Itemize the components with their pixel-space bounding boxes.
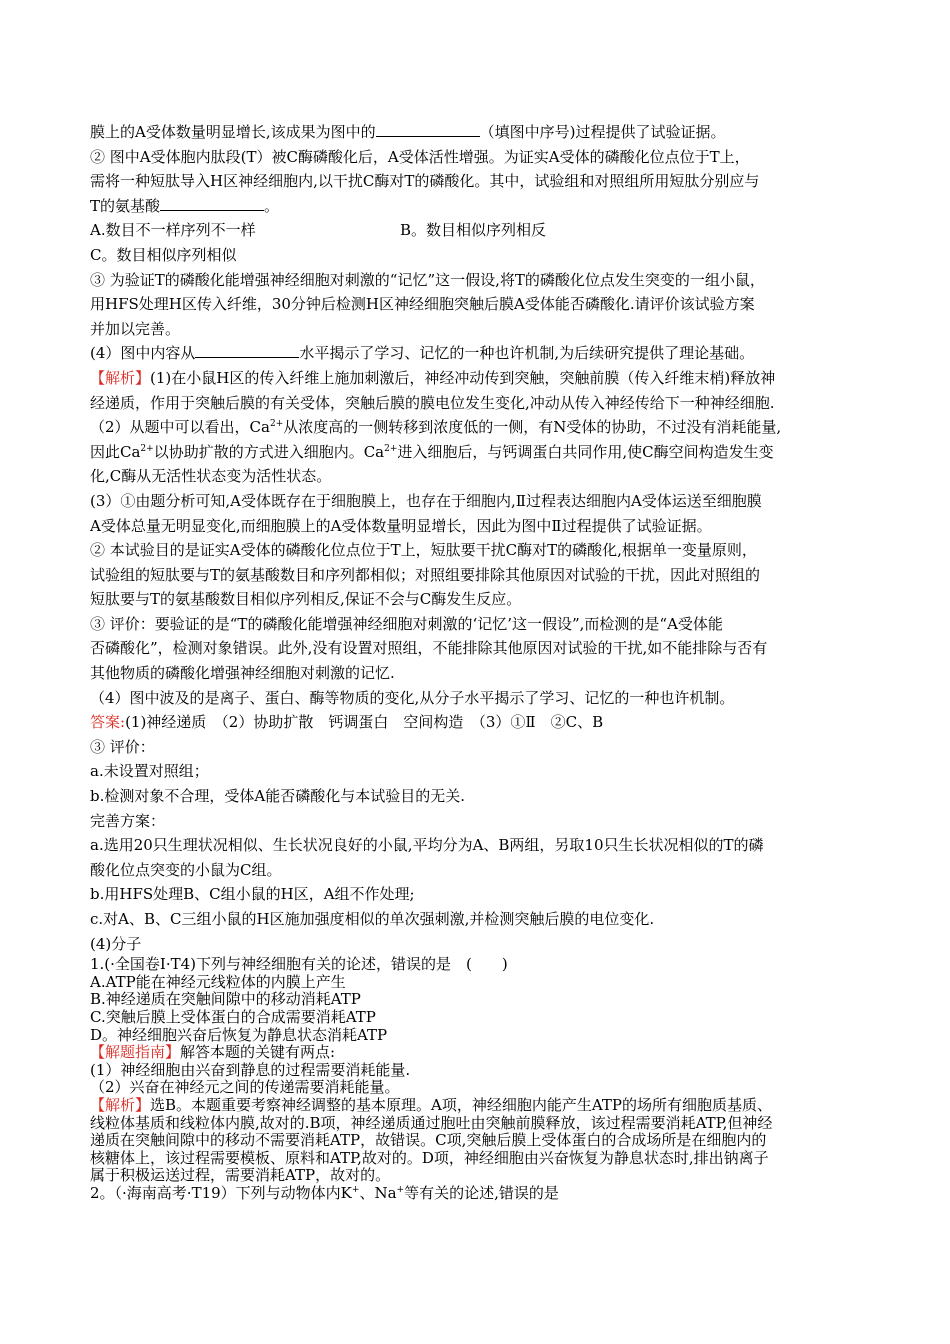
answer-line: 酸化位点突变的小鼠为C组。 xyxy=(90,860,282,879)
text-line: 需将一种短肽导入H区神经细胞内,以干扰C酶对T的磷酸化。其中，试验组和对照组所用短肽分别应与 xyxy=(90,172,760,191)
question-1 xyxy=(90,956,870,1202)
analysis-line: 化,C酶从无活性状态变为活性状态。 xyxy=(90,467,332,486)
analysis-line: 线粒体基质和线粒体内膜,故对的.B项，神经递质通过胞吐由突触前膜释放，该过程需要消耗ATP,但神经 xyxy=(90,1113,773,1132)
options-row xyxy=(90,218,870,243)
text: （填图中序号)过程提供了试验证据。 xyxy=(479,123,726,141)
text: 水平揭示了学习、记忆的一种也许机制,为后续研究提供了理论基础。 xyxy=(299,344,755,363)
text: T的氨基酸 xyxy=(90,196,161,215)
text: 2。（·海南高考·T19）下列与动物体内K xyxy=(90,1183,352,1202)
analysis-line xyxy=(90,366,870,391)
analysis-line: ③ 评价：要验证的是“T的磷酸化能增强神经细胞对刺激的‘记忆’这一假设”,而检测的是“A受体能 xyxy=(90,614,723,633)
analysis-tag: 【解析】 xyxy=(90,368,151,387)
analysis-line: 核糖体上，该过程需要模板、原料和ATP,故对的。D项，神经细胞由兴奋恢复为静息状态时,排出钠离子 xyxy=(90,1148,769,1167)
superscript: 2+ xyxy=(269,419,284,430)
superscript: + xyxy=(351,1184,360,1195)
text-line xyxy=(90,194,870,219)
text: 选B。本题重要考察神经调整的基本原理。A项，神经细胞内能产生ATP的场所有细胞质基质、 xyxy=(150,1095,772,1114)
analysis-line: ② 本试验目的是证实A受体的磷酸化位点位于T上，短肽要干扰C酶对T的磷酸化,根据单一变量原则， xyxy=(90,541,757,560)
analysis-line: 试验组的短肽要与T的氨基酸数目和序列都相似；对照组要排除其他原因对试验的干扰，因此对照组的 xyxy=(90,565,761,584)
answer-line: c.对A、B、C三组小鼠的H区施加强度相似的单次强刺激,并检测突触后膜的电位变化. xyxy=(90,910,655,928)
analysis-line: 短肽要与T的氨基酸数目相似序列相反,保证不会与C酶发生反应。 xyxy=(90,590,522,609)
answer-line: a.未设置对照组； xyxy=(90,762,209,781)
answer-line: ③ 评价： xyxy=(90,737,155,756)
text-line: ② 图中A受体胞内肽段(T）被C酶磷酸化后，A受体活性增强。为证实A受体的磷酸化位点位于T上， xyxy=(90,147,750,166)
text-line xyxy=(90,341,870,366)
text: 、Na xyxy=(359,1183,397,1202)
option-c: C。数目相似序列相似 xyxy=(90,245,237,264)
text: 从浓度高的一侧转移到浓度低的一侧，有N受体的协助，不过没有消耗能量, xyxy=(283,418,782,437)
option-a: A.数目不一样序列不一样 xyxy=(90,221,256,240)
analysis-line: (3）①由题分析可知,A受体既存在于细胞膜上，也存在于细胞内,Ⅱ过程表达细胞内A受体运送至细胞膜 xyxy=(90,491,762,510)
answer-line xyxy=(90,710,870,735)
text: (1)神经递质 （2）协助扩散 钙调蛋白 空间构造 （3）①Ⅱ ②C、B xyxy=(125,713,604,732)
question-2-stem xyxy=(90,1185,870,1203)
superscript: 2+ xyxy=(384,443,398,454)
text: 。 xyxy=(264,196,280,215)
option-d: D。神经细胞兴奋后恢复为静息状态消耗ATP xyxy=(90,1025,388,1044)
text-line: ③ 为验证T的磷酸化能增强神经细胞对刺激的“记忆”这一假设,将T的磷酸化位点发生突变的一组小鼠， xyxy=(90,270,765,289)
analysis-line: 递质在突触间隙中的移动不需要消耗ATP，故错误。C项,突触后膜上受体蛋白的合成场所是在细胞内的 xyxy=(90,1131,767,1150)
answer-line: b.用HFS处理B、C组小鼠的H区，A组不作处理; xyxy=(90,885,415,904)
answer-blank xyxy=(195,343,299,358)
guide-line: （2）兴奋在神经元之间的传递需要消耗能量。 xyxy=(90,1078,400,1097)
text: 因此Ca xyxy=(90,442,141,461)
answer-line: a.选用20只生理状况相似、生长状况良好的小鼠,平均分为A、B两组，另取10只生长状况相似的T的磷 xyxy=(90,836,764,855)
text: 进入细胞后，与钙调蛋白共同作用,使C酶空间构造发生变 xyxy=(397,442,774,461)
text: 以协助扩散的方式进入细胞内。Ca xyxy=(153,442,385,461)
superscript: + xyxy=(396,1184,405,1195)
text-line: 并加以完善。 xyxy=(90,319,181,338)
guide-tag: 【解题指南】 xyxy=(90,1043,181,1062)
text: 膜上的A受体数量明显增长,该成果为图中的 xyxy=(90,123,376,141)
answer-blank xyxy=(376,122,480,137)
analysis-line xyxy=(90,415,870,440)
analysis-line: （4）图中波及的是离子、蛋白、酶等物质的变化,从分子水平揭示了学习、记忆的一种也许机制。 xyxy=(90,688,735,707)
analysis-line xyxy=(90,1097,870,1115)
option-b: B.神经递质在突触间隙中的移动消耗ATP xyxy=(90,990,361,1009)
analysis-line: 经递质，作用于突触后膜的有关受体，突触后膜的膜电位发生变化,冲动从传入神经传给下一种神经细胞. xyxy=(90,393,775,412)
analysis-line: 属于积极运送过程，需要消耗ATP，故对的。 xyxy=(90,1166,391,1185)
answer-line: b.检测对象不合理，受体A能否磷酸化与本试验目的无关. xyxy=(90,787,465,806)
text-line: 用HFS处理H区传入纤维，30分钟后检测H区神经细胞突触后膜A受体能否磷酸化.请评价该试验方案 xyxy=(90,295,755,314)
document-page xyxy=(90,120,870,1203)
option-a: A.ATP能在神经元线粒体的内膜上产生 xyxy=(90,972,346,991)
analysis-line: A受体总量无明显变化,而细胞膜上的A受体数量明显增长，因此为图中Ⅱ过程提供了试验证据。 xyxy=(90,516,712,535)
analysis-tag: 【解析】 xyxy=(90,1095,151,1114)
option-b: B。数目相似序列相反 xyxy=(400,221,547,240)
superscript: 2+ xyxy=(140,443,154,454)
text: (4）图中内容从 xyxy=(90,344,196,363)
question-stem: 1.(·全国卷Ⅰ·T4)下列与神经细胞有关的论述，错误的是 ( ) xyxy=(90,955,508,974)
answer-line: (4)分子 xyxy=(90,934,142,953)
guide-line xyxy=(90,1044,870,1062)
analysis-line: 其他物质的磷酸化增强神经细胞对刺激的记忆. xyxy=(90,664,395,683)
text: （2）从题中可以看出，Ca xyxy=(90,418,270,437)
answer-line: 完善方案： xyxy=(90,811,166,830)
text: 等有关的论述,错误的是 xyxy=(404,1183,559,1202)
text-line xyxy=(90,120,870,145)
answer-tag: 答案: xyxy=(90,713,126,732)
analysis-line: 否磷酸化”，检测对象错误。此外,没有设置对照组，不能排除其他原因对试验的干扰,如不能排除与否有 xyxy=(90,639,768,658)
text: (1)在小鼠H区的传入纤维上施加刺激后，神经冲动传到突触，突触前膜（传入纤维末梢)释放神 xyxy=(150,368,776,387)
option-c: C.突触后膜上受体蛋白的合成需要消耗ATP xyxy=(90,1007,376,1026)
analysis-line xyxy=(90,440,870,465)
answer-blank xyxy=(160,196,264,211)
text: 解答本题的关键有两点: xyxy=(180,1043,336,1062)
guide-line: (1）神经细胞由兴奋到静息的过程需要消耗能量. xyxy=(90,1060,411,1079)
